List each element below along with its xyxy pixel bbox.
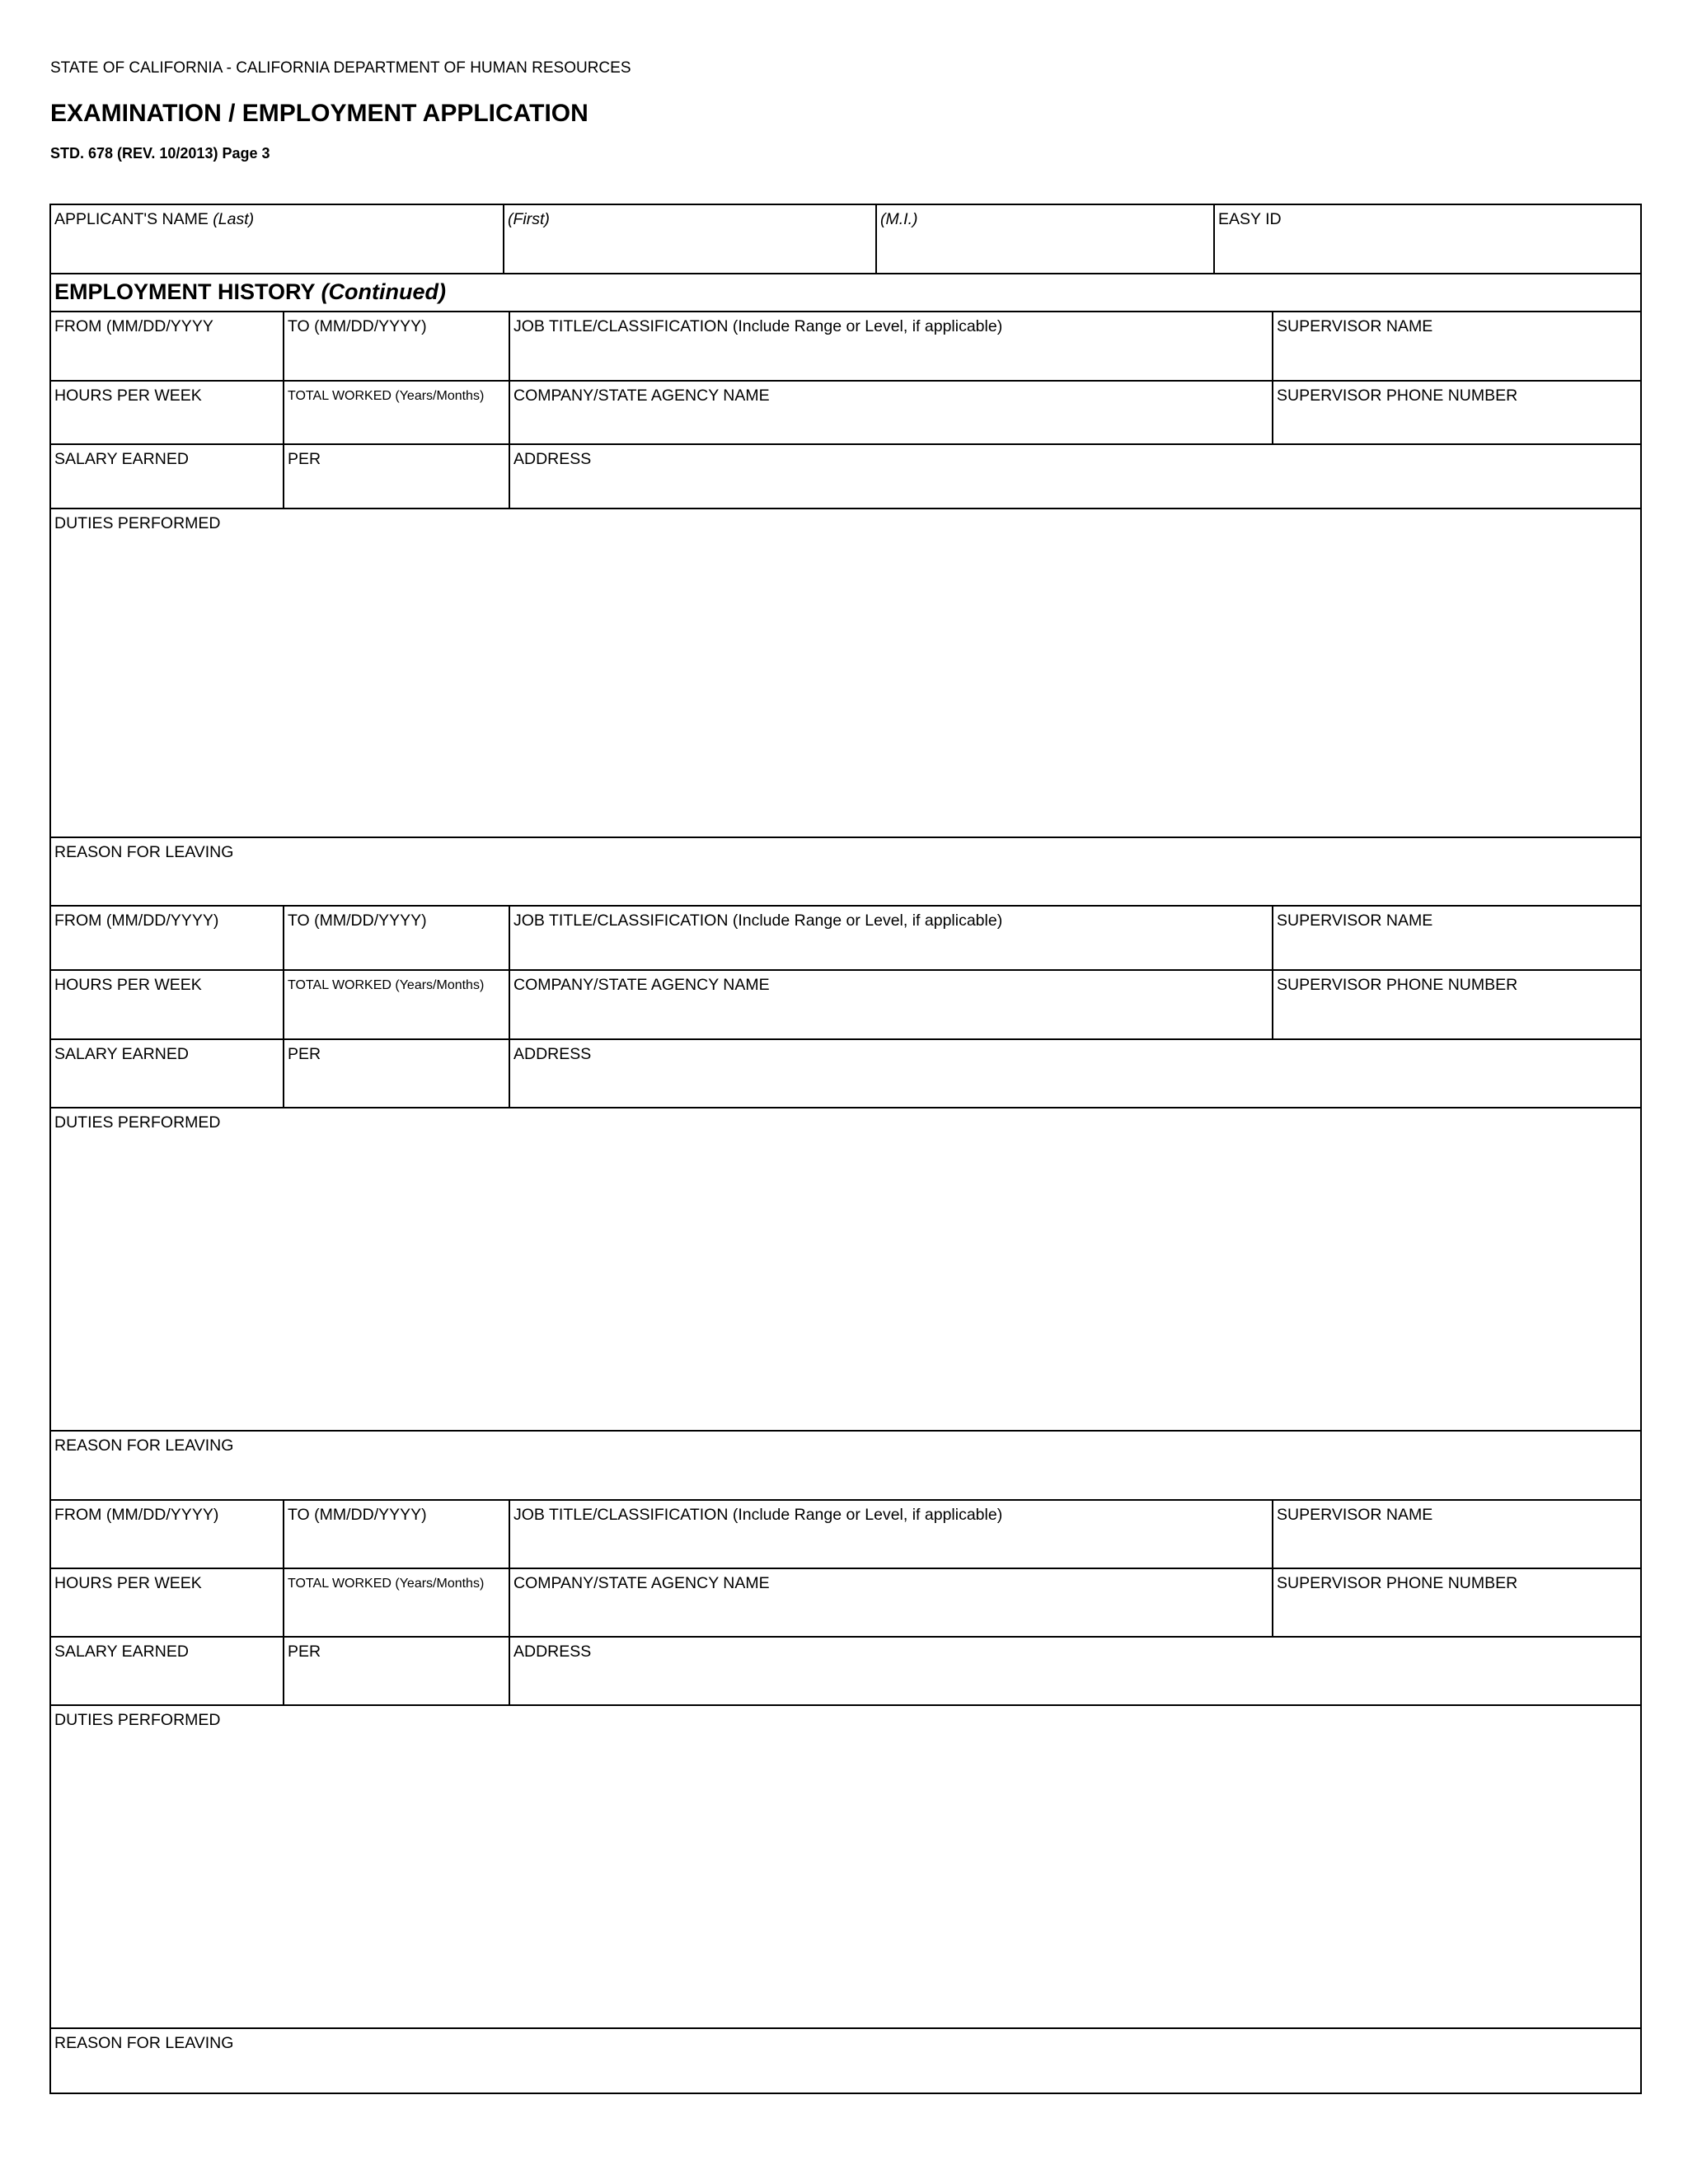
entry1-from-input[interactable] [54, 350, 279, 377]
entry1-reason-input[interactable] [54, 875, 1637, 902]
entry1-reason-cell [51, 838, 1640, 907]
entry3-reason-label: REASON FOR LEAVING [54, 2034, 234, 2052]
entry2-address-label: ADDRESS [513, 1045, 592, 1063]
entry1-supervisor-name-input[interactable] [1277, 350, 1637, 377]
entry3-job-title-input[interactable] [513, 1538, 1268, 1564]
entry3-total-worked-label: TOTAL WORKED (Years/Months) [288, 1577, 485, 1591]
entry1-duties-label: DUTIES PERFORMED [54, 514, 221, 532]
entry1-per-label: PER [288, 450, 321, 468]
entry1-from-label: FROM (MM/DD/YYYY [54, 317, 213, 335]
entry3-hours-input[interactable] [54, 1606, 279, 1633]
agency-header: STATE OF CALIFORNIA - CALIFORNIA DEPARTMENT OF HUMAN RESOURCES [50, 59, 631, 77]
entry2-hours-cell [51, 971, 284, 1040]
entry1-duties-textarea[interactable] [54, 542, 1637, 832]
entry1-supervisor-phone-label: SUPERVISOR PHONE NUMBER [1277, 387, 1518, 405]
entry3-to-cell [284, 1501, 510, 1569]
section-header [51, 274, 1640, 312]
entry2-duties-label: DUTIES PERFORMED [54, 1113, 221, 1132]
entry2-supervisor-name-input[interactable] [1277, 940, 1637, 966]
entry1-supervisor-name-label: SUPERVISOR NAME [1277, 317, 1433, 335]
entry2-total-worked-input[interactable] [288, 1009, 505, 1035]
entry2-duties-cell [51, 1108, 1640, 1432]
entry3-company-cell [510, 1569, 1273, 1638]
form-title: EXAMINATION / EMPLOYMENT APPLICATION [50, 100, 588, 127]
applicant-mi-cell [877, 205, 1215, 274]
entry3-reason-cell [51, 2029, 1640, 2093]
entry3-duties-cell [51, 1706, 1640, 2029]
entry2-to-label: TO (MM/DD/YYYY) [288, 912, 427, 930]
entry2-address-cell [510, 1040, 1640, 1108]
entry2-supervisor-name-label: SUPERVISOR NAME [1277, 912, 1433, 930]
entry1-supervisor-name-cell [1273, 312, 1640, 382]
entry2-salary-label: SALARY EARNED [54, 1045, 189, 1063]
entry3-from-input[interactable] [54, 1538, 279, 1564]
entry1-salary-input[interactable] [54, 478, 279, 504]
entry2-from-label: FROM (MM/DD/YYYY) [54, 912, 219, 930]
entry1-address-input[interactable] [513, 478, 1637, 504]
entry3-per-input[interactable] [288, 1675, 505, 1701]
easy-id-label: EASY ID [1218, 210, 1282, 228]
entry3-salary-cell [51, 1638, 284, 1706]
entry2-reason-label: REASON FOR LEAVING [54, 1436, 234, 1455]
entry2-reason-cell [51, 1432, 1640, 1501]
entry3-supervisor-name-cell [1273, 1501, 1640, 1569]
applicant-last-name-label: APPLICANT'S NAME (Last) [54, 210, 255, 228]
entry3-to-input[interactable] [288, 1538, 505, 1564]
entry1-address-label: ADDRESS [513, 450, 592, 468]
entry3-from-cell [51, 1501, 284, 1569]
entry2-per-label: PER [288, 1045, 321, 1063]
entry2-company-cell [510, 971, 1273, 1040]
entry3-from-label: FROM (MM/DD/YYYY) [54, 1506, 219, 1524]
entry2-job-title-label: JOB TITLE/CLASSIFICATION (Include Range or Level, if applicable) [513, 912, 1003, 930]
entry1-hours-cell [51, 382, 284, 445]
entry2-total-worked-label: TOTAL WORKED (Years/Months) [288, 978, 485, 992]
applicant-first-name-input[interactable] [508, 243, 872, 269]
entry1-from-cell [51, 312, 284, 382]
entry2-reason-input[interactable] [54, 1469, 1637, 1496]
entry3-address-input[interactable] [513, 1675, 1637, 1701]
entry1-per-input[interactable] [288, 478, 505, 504]
entry2-company-label: COMPANY/STATE AGENCY NAME [513, 976, 770, 994]
entry2-per-cell [284, 1040, 510, 1108]
entry3-total-worked-cell [284, 1569, 510, 1638]
entry3-hours-cell [51, 1569, 284, 1638]
entry1-per-cell [284, 445, 510, 509]
entry3-address-label: ADDRESS [513, 1643, 592, 1661]
entry1-total-worked-label: TOTAL WORKED (Years/Months) [288, 389, 485, 403]
entry3-company-label: COMPANY/STATE AGENCY NAME [513, 1574, 770, 1592]
applicant-last-name-cell [51, 205, 504, 274]
entry1-total-worked-input[interactable] [288, 414, 505, 440]
entry2-address-input[interactable] [513, 1077, 1637, 1104]
section-title: EMPLOYMENT HISTORY (Continued) [54, 279, 447, 304]
entry2-hours-input[interactable] [54, 1009, 279, 1035]
entry1-hours-label: HOURS PER WEEK [54, 387, 202, 405]
applicant-first-name-label: (First) [508, 210, 550, 228]
entry3-supervisor-phone-input[interactable] [1277, 1606, 1637, 1633]
entry3-supervisor-phone-label: SUPERVISOR PHONE NUMBER [1277, 1574, 1518, 1592]
entry2-supervisor-phone-cell [1273, 971, 1640, 1040]
application-form [49, 204, 1642, 2094]
entry1-company-label: COMPANY/STATE AGENCY NAME [513, 387, 770, 405]
entry1-to-input[interactable] [288, 350, 505, 377]
entry3-salary-input[interactable] [54, 1675, 279, 1701]
entry1-to-label: TO (MM/DD/YYYY) [288, 317, 427, 335]
entry1-company-input[interactable] [513, 414, 1268, 440]
applicant-first-name-cell [504, 205, 877, 274]
entry2-supervisor-name-cell [1273, 907, 1640, 971]
entry2-from-input[interactable] [54, 940, 279, 966]
entry1-address-cell [510, 445, 1640, 509]
entry3-company-input[interactable] [513, 1606, 1268, 1633]
easy-id-cell [1215, 205, 1642, 274]
entry2-job-title-cell [510, 907, 1273, 971]
entry3-salary-label: SALARY EARNED [54, 1643, 189, 1661]
entry1-job-title-input[interactable] [513, 350, 1268, 377]
entry3-job-title-cell [510, 1501, 1273, 1569]
entry2-to-input[interactable] [288, 940, 505, 966]
entry2-total-worked-cell [284, 971, 510, 1040]
entry2-hours-label: HOURS PER WEEK [54, 976, 202, 994]
entry1-job-title-cell [510, 312, 1273, 382]
applicant-last-name-input[interactable] [54, 243, 499, 269]
entry2-per-input[interactable] [288, 1077, 505, 1104]
entry1-company-cell [510, 382, 1273, 445]
entry3-per-cell [284, 1638, 510, 1706]
entry2-salary-cell [51, 1040, 284, 1108]
entry3-per-label: PER [288, 1643, 321, 1661]
entry2-duties-textarea[interactable] [54, 1141, 1637, 1425]
form-number: STD. 678 (REV. 10/2013) Page 3 [50, 145, 270, 162]
entry1-salary-label: SALARY EARNED [54, 450, 189, 468]
entry1-job-title-label: JOB TITLE/CLASSIFICATION (Include Range or Level, if applicable) [513, 317, 1003, 335]
entry2-to-cell [284, 907, 510, 971]
entry1-total-worked-cell [284, 382, 510, 445]
entry2-from-cell [51, 907, 284, 971]
entry3-hours-label: HOURS PER WEEK [54, 1574, 202, 1592]
entry3-address-cell [510, 1638, 1640, 1706]
entry2-company-input[interactable] [513, 1009, 1268, 1035]
entry3-total-worked-input[interactable] [288, 1606, 505, 1633]
entry1-supervisor-phone-input[interactable] [1277, 414, 1637, 440]
entry3-supervisor-phone-cell [1273, 1569, 1640, 1638]
entry2-salary-input[interactable] [54, 1077, 279, 1104]
entry3-supervisor-name-label: SUPERVISOR NAME [1277, 1506, 1433, 1524]
entry1-reason-label: REASON FOR LEAVING [54, 843, 234, 861]
entry3-duties-textarea[interactable] [54, 1739, 1637, 2022]
applicant-mi-input[interactable] [880, 243, 1210, 269]
entry1-hours-input[interactable] [54, 414, 279, 440]
entry1-salary-cell [51, 445, 284, 509]
entry1-duties-cell [51, 509, 1640, 838]
entry3-duties-label: DUTIES PERFORMED [54, 1711, 221, 1729]
entry2-job-title-input[interactable] [513, 940, 1268, 966]
easy-id-input[interactable] [1218, 243, 1639, 269]
entry3-to-label: TO (MM/DD/YYYY) [288, 1506, 427, 1524]
entry1-supervisor-phone-cell [1273, 382, 1640, 445]
applicant-mi-label: (M.I.) [880, 210, 918, 228]
entry3-supervisor-name-input[interactable] [1277, 1538, 1637, 1564]
entry3-reason-input[interactable] [54, 2063, 1637, 2089]
entry1-to-cell [284, 312, 510, 382]
entry2-supervisor-phone-input[interactable] [1277, 1009, 1637, 1035]
entry3-job-title-label: JOB TITLE/CLASSIFICATION (Include Range or Level, if applicable) [513, 1506, 1003, 1524]
entry2-supervisor-phone-label: SUPERVISOR PHONE NUMBER [1277, 976, 1518, 994]
